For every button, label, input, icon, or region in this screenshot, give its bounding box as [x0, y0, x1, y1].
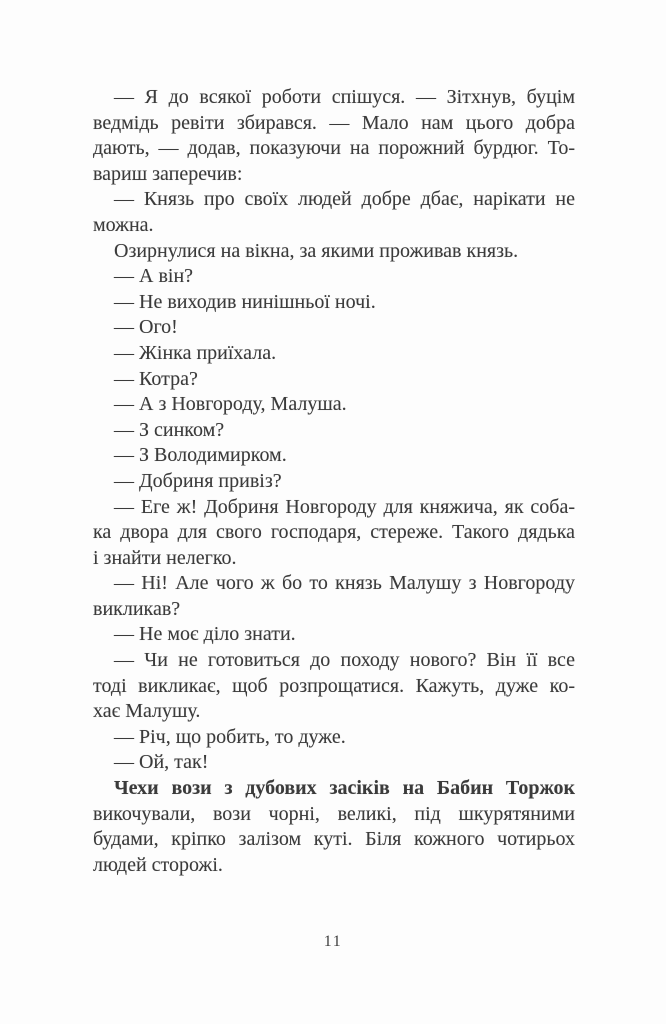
- text-line: — Добриня привіз?: [114, 469, 282, 492]
- text-line: тоді викликає, щоб розпрощатися. Кажуть, дуже ко-: [93, 674, 575, 697]
- page-number: 11: [323, 933, 343, 950]
- text-line: — Не виходив нинішньої ночі.: [114, 290, 376, 313]
- text-line: — Котра?: [114, 367, 198, 390]
- text-line: хає Малушу.: [93, 700, 201, 723]
- text-line: викочували, вози чорні, великі, під шкурятяними: [93, 802, 575, 825]
- text-line: — Жінка приїхала.: [114, 341, 277, 364]
- text-line: і знайти нелегко.: [93, 546, 237, 569]
- text-line: — Річ, що робить, то дуже.: [114, 725, 346, 748]
- text-line: — Еге ж! Добриня Новгороду для княжича, як соба-: [114, 495, 575, 518]
- text-line: — Князь про своїх людей добре дбає, нарікати не: [114, 188, 575, 211]
- text-line: ведмідь ревіти збирався. — Мало нам цього добра: [93, 111, 575, 134]
- text-line: вариш заперечив:: [93, 162, 243, 185]
- text-line: — Ого!: [114, 316, 178, 339]
- text-line: можна.: [93, 213, 154, 236]
- text-line: людей сторожі.: [93, 853, 223, 876]
- text-line: — А він?: [114, 265, 194, 288]
- text-line: будами, кріпко залізом куті. Біля кожного чотирьох: [93, 828, 575, 851]
- text-line: дають, — додав, показуючи на порожний бурдюг. То-: [93, 137, 575, 160]
- text-line: — З Володимирком.: [114, 444, 287, 467]
- text-line: — А з Новгороду, Малуша.: [114, 393, 347, 416]
- text-line: Чехи вози з дубових засіків на Бабин Торжок: [114, 777, 575, 800]
- text-line: — З синком?: [114, 418, 225, 441]
- text-line: — Ой, так!: [114, 751, 209, 774]
- text-line: — Чи не готовиться до походу нового? Він її все: [114, 649, 575, 672]
- text-line: Озирнулися на вікна, за якими проживав князь.: [114, 239, 519, 262]
- text-line: ка двора для свого господаря, стереже. Такого дядька: [93, 521, 575, 544]
- text-line: — Ні! Але чого ж бо то князь Малушу з Новгороду: [114, 572, 575, 595]
- text-line: — Я до всякої роботи спішуся. — Зітхнув, буцім: [114, 86, 575, 108]
- text-line: — Не моє діло знати.: [114, 623, 296, 646]
- text-line: викликав?: [93, 597, 181, 620]
- page-text: [93, 85, 575, 878]
